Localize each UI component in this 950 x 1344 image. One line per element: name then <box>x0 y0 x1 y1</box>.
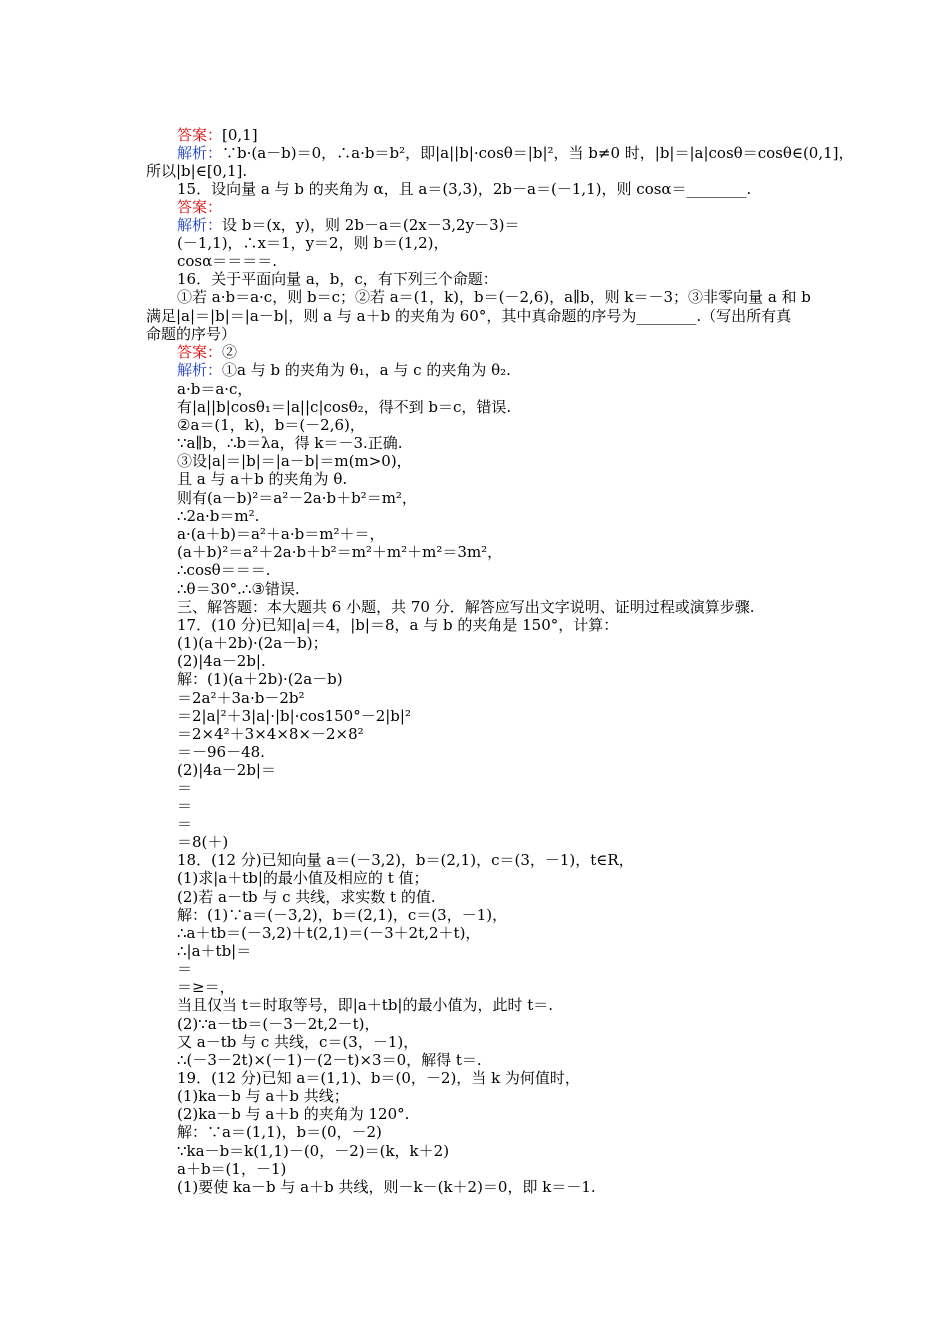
text-line <box>177 144 854 162</box>
text-line: ＝ <box>177 797 193 815</box>
text-line: ＝2a²＋3a·b－2b² <box>177 689 305 707</box>
text-line: ∴cosθ＝＝＝. <box>177 561 271 579</box>
text-line: 解：∵a＝(1,1)，b＝(0，－2) <box>177 1123 382 1141</box>
text-line: (1)(a＋2b)·(2a－b)； <box>177 634 328 652</box>
text-line: (a＋b)²＝a²＋2a·b＋b²＝m²＋m²＋m²＝3m²， <box>177 543 503 561</box>
text-line <box>177 216 519 234</box>
text-line: ①若 a·b＝a·c，则 b＝c；②若 a＝(1，k)，b＝(－2,6)，a∥b，则 k＝－3；③非零向量 a 和 b <box>177 288 811 306</box>
text-line: cosα＝＝＝＝. <box>177 252 278 270</box>
analysis-label: 解析： <box>177 216 223 234</box>
text-line: (2)|4a－2b|. <box>177 652 266 670</box>
text-line: (－1,1)，∴x＝1，y＝2，则 b＝(1,2)， <box>177 234 449 252</box>
text-line: ∴(－3－2t)×(－1)－(2－t)×3＝0，解得 t＝. <box>177 1051 482 1069</box>
text-line: a·(a＋b)＝a²＋a·b＝m²＋＝， <box>177 525 385 543</box>
text-line: 三、解答题：本大题共 6 小题，共 70 分．解答应写出文字说明、证明过程或演算步骤. <box>177 598 755 616</box>
text-line: (1)要使 ka－b 与 a＋b 共线，则－k－(k＋2)＝0，即 k＝－1. <box>177 1178 596 1196</box>
text-line: (2)若 a－tb 与 c 共线，求实数 t 的值. <box>177 888 436 906</box>
text-line: ∴θ＝30°.∴③错误. <box>177 580 300 598</box>
text-line: ③设|a|＝|b|＝|a－b|＝m(m>0)， <box>177 452 412 470</box>
text-line: ∴a＋tb＝(－3,2)＋t(2,1)＝(－3＋2t,2＋t)， <box>177 924 481 942</box>
text-line: ＝ <box>177 815 193 833</box>
text-line: a＋b＝(1，－1) <box>177 1160 287 1178</box>
text-line: 命题的序号） <box>146 325 237 343</box>
text-line <box>177 361 511 379</box>
text-line: ∴|a＋tb|＝ <box>177 942 252 960</box>
answer-label: 答案： <box>177 343 223 361</box>
line-text: ∵b·(a－b)＝0，∴a·b＝b²，即|a||b|·cosθ＝|b|²，当 b≠0 时，|b|＝|a|cosθ＝cosθ∈(0,1]， <box>222 144 854 162</box>
text-line: 且 a 与 a＋b 的夹角为 θ. <box>177 470 348 488</box>
text-line: 17．(10 分)已知|a|＝4，|b|＝8，a 与 b 的夹角是 150°，计算： <box>177 616 619 634</box>
analysis-label: 解析： <box>177 144 223 162</box>
line-text: 设 b＝(x，y)，则 2b－a＝(2x－3,2y－3)＝ <box>222 216 520 234</box>
text-line: (1)ka－b 与 a＋b 共线； <box>177 1087 349 1105</box>
text-line: 16．关于平面向量 a，b，c，有下列三个命题： <box>177 270 498 288</box>
text-line: 15．设向量 a 与 b 的夹角为 α，且 a＝(3,3)，2b－a＝(－1,1)，则 cosα＝________. <box>177 180 752 198</box>
text-line: 满足|a|＝|b|＝|a－b|，则 a 与 a＋b 的夹角为 60°，其中真命题的序号为________.（写出所有真 <box>146 307 792 325</box>
text-line: 当且仅当 t＝时取等号，即|a＋tb|的最小值为，此时 t＝. <box>177 996 554 1014</box>
text-line: (2)|4a－2b|＝ <box>177 761 276 779</box>
text-line: ＝－96－48. <box>177 743 265 761</box>
text-line: (1)求|a＋tb|的最小值及相应的 t 值； <box>177 869 429 887</box>
text-line: 解：(1)∵a＝(－3,2)，b＝(2,1)，c＝(3，－1)， <box>177 906 508 924</box>
text-line: 有|a||b|cosθ₁＝|a||c|cosθ₂，得不到 b＝c，错误. <box>177 398 512 416</box>
text-line: 所以|b|∈[0,1]. <box>146 162 248 180</box>
text-line: a·b＝a·c， <box>177 380 253 398</box>
text-line: 解：(1)(a＋2b)·(2a－b) <box>177 670 343 688</box>
text-line: ∵a∥b，∴b＝λa，得 k＝－3.正确. <box>177 434 403 452</box>
text-line <box>177 343 237 361</box>
line-text: ①a 与 b 的夹角为 θ₁，a 与 c 的夹角为 θ₂. <box>222 361 511 379</box>
text-line: ＝2|a|²＋3|a|·|b|·cos150°－2|b|² <box>177 707 411 725</box>
line-text: ② <box>222 343 238 361</box>
text-line: ＝2×4²＋3×4×8×－2×8² <box>177 725 364 743</box>
text-line: 则有(a－b)²＝a²－2a·b＋b²＝m²， <box>177 489 417 507</box>
line-text: [0,1] <box>222 126 258 144</box>
text-line: ＝ <box>177 779 193 797</box>
text-line: 19．(12 分)已知 a＝(1,1)、b＝(0，－2)，当 k 为何值时， <box>177 1069 580 1087</box>
text-line: (2)ka－b 与 a＋b 的夹角为 120°. <box>177 1105 410 1123</box>
text-line <box>177 198 222 216</box>
text-line: 18．(12 分)已知向量 a＝(－3,2)，b＝(2,1)，c＝(3，－1)，t∈R， <box>177 851 634 869</box>
text-line: ＝ <box>177 960 193 978</box>
analysis-label: 解析： <box>177 361 223 379</box>
text-line: ＝≥＝， <box>177 978 235 996</box>
text-line: ②a＝(1，k)，b＝(－2,6)， <box>177 416 365 434</box>
text-line: 又 a－tb 与 c 共线，c＝(3，－1)， <box>177 1033 419 1051</box>
text-line: ∵ka－b＝k(1,1)－(0，－2)＝(k，k＋2) <box>177 1142 450 1160</box>
text-line: ＝8(＋) <box>177 833 229 851</box>
text-line: ∴2a·b＝m². <box>177 507 260 525</box>
text-line: (2)∵a－tb＝(－3－2t,2－t)， <box>177 1015 380 1033</box>
text-line <box>177 126 258 144</box>
answer-label: 答案： <box>177 198 223 216</box>
answer-label: 答案： <box>177 126 223 144</box>
